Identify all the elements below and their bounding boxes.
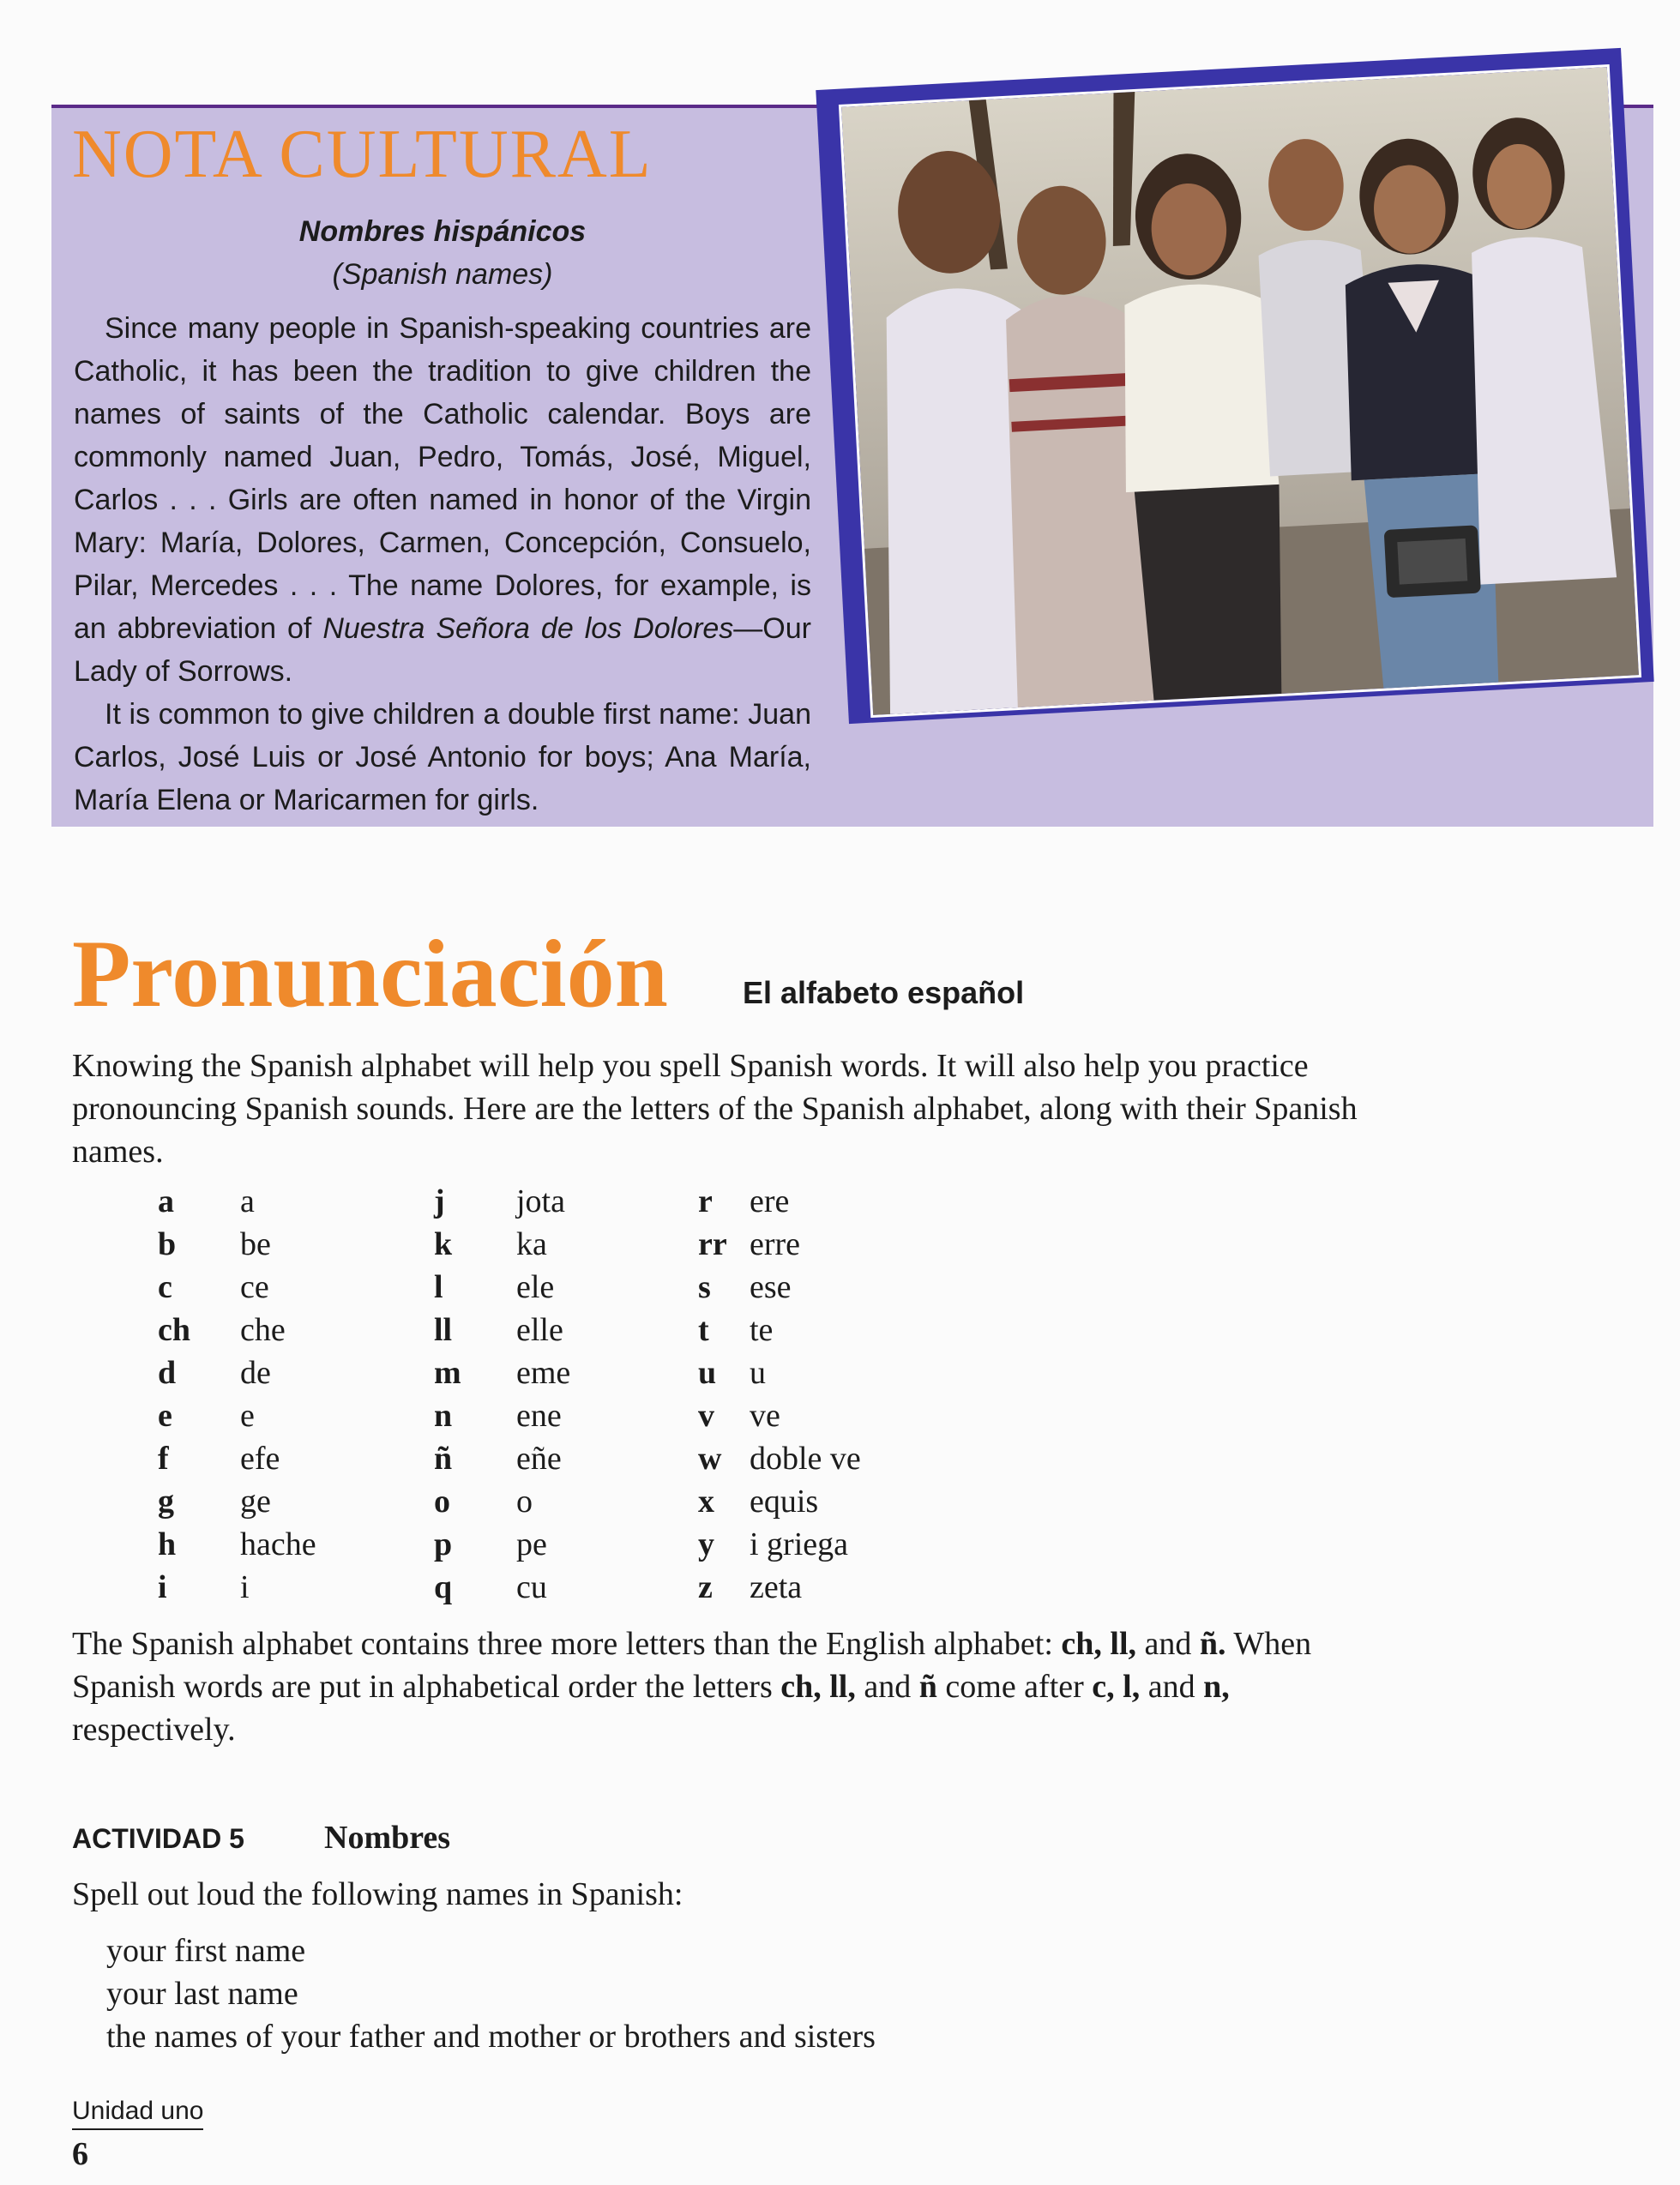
bold-letters: ch, ll, [780,1669,856,1705]
alphabet-letter: c [158,1269,172,1305]
alphabet-row [434,1351,570,1394]
bold-letters: ñ [918,1669,937,1705]
group-photo-icon [839,64,1641,718]
alphabet-letter: n [434,1398,453,1434]
alphabet-column-2 [434,1180,570,1609]
alphabet-letter: q [434,1569,453,1605]
alphabet-row [434,1566,570,1609]
pronunciacion-intro: Knowing the Spanish alphabet will help you spell Spanish words. It will also help you practice pronouncing Spanish sounds. Here are the letters of the Spanish alphabet, along with their Spanish names. [72,1048,1358,1170]
alphabet-row [698,1394,861,1437]
nota-paragraph-1 [74,307,811,693]
alphabet-letter: u [698,1355,717,1391]
alphabet-letter: h [158,1526,177,1562]
alphabet-letter-name: e [240,1398,255,1434]
alphabet-letter-name: che [240,1312,286,1348]
alphabet-letter-name: ese [750,1269,792,1305]
alphabet-letter-name: ce [240,1269,269,1305]
alphabet-letter-name: ka [516,1226,547,1262]
alphabet-letter-name: te [750,1312,774,1348]
alphabet-letter: t [698,1312,709,1348]
alphabet-letter-name: ele [516,1269,555,1305]
alphabet-letter: j [434,1183,445,1219]
alphabet-row [434,1309,570,1351]
nota-cultural-subtitle: Nombres hispánicos [298,215,587,248]
alphabet-letter-name: zeta [750,1569,803,1605]
alphabet-row [434,1266,570,1309]
list-item: the names of your father and mother or brothers and sisters [106,2019,876,2055]
alphabet-letter: l [434,1269,443,1305]
alphabet-row [434,1523,570,1566]
alphabet-row [158,1437,316,1480]
alphabet-letter: z [698,1569,713,1605]
closing-text: and [855,1669,919,1705]
bold-letters: ñ. [1199,1626,1226,1662]
alphabet-letter-name: i griega [750,1526,849,1562]
alphabet-letter-name: i [240,1569,250,1605]
pronunciacion-title: Pronunciación [72,921,668,1027]
alphabet-letter-name: pe [516,1526,547,1562]
page-number: 6 [72,2136,88,2172]
alphabet-letter-name: eme [516,1355,571,1391]
closing-text: When Spanish words are put in alphabetical order the letters [72,1626,1312,1705]
alphabet-column-1 [158,1180,316,1609]
alphabet-letter-name: ge [240,1484,271,1520]
alphabet-letter: m [434,1355,461,1391]
alphabet-letter: k [434,1226,453,1262]
alphabet-letter: r [698,1183,713,1219]
alphabet-row [434,1180,570,1223]
alphabet-letter: w [698,1441,722,1477]
alphabet-letter: a [158,1183,174,1219]
alphabet-row [158,1480,316,1523]
bold-letters: ch, ll, [1061,1626,1137,1662]
alphabet-row [158,1394,316,1437]
alphabet-letter-name: hache [240,1526,316,1562]
nota-paragraph-2: It is common to give children a double first name: Juan Carlos, José Luis or José Antonio for boys; Ana María, María Elena or Maricarmen for girls. [74,698,811,816]
alphabet-row [158,1223,316,1266]
alphabet-letter-name: ene [516,1398,562,1434]
alphabet-letter: d [158,1355,177,1391]
alphabet-row [158,1351,316,1394]
actividad-label: ACTIVIDAD 5 [72,1823,244,1854]
pronunciacion-subtitle: El alfabeto español [743,975,1025,1010]
alphabet-letter-name: o [516,1484,533,1520]
closing-text: come after [936,1669,1093,1705]
closing-text: and [1136,1626,1200,1662]
alphabet-row [434,1437,570,1480]
nota-cultural-title: NOTA CULTURAL [72,117,653,192]
actividad-instruction: Spell out loud the following names in Spanish: [72,1876,683,1912]
alphabet-row [158,1523,316,1566]
alphabet-letter-name: de [240,1355,271,1391]
alphabet-row [158,1566,316,1609]
bold-letters: n, [1203,1669,1230,1705]
nota-p1-italic: Nuestra Señora de los Dolores [322,612,734,645]
alphabet-letter-name: efe [240,1441,280,1477]
actividad-title: Nombres [324,1820,451,1856]
alphabet-letter: v [698,1398,714,1434]
alphabet-letter: i [158,1569,167,1605]
alphabet-row [698,1266,861,1309]
alphabet-letter: y [698,1526,714,1562]
alphabet-letter: x [698,1484,714,1520]
alphabet-letter-name: elle [516,1312,563,1348]
alphabet-letter-name: a [240,1183,255,1219]
alphabet-letter: s [698,1269,711,1305]
alphabet-letter: f [158,1441,169,1477]
actividad-list [106,1929,876,2058]
list-item: your last name [106,1976,298,2012]
bold-letters: c, l, [1092,1669,1141,1705]
alphabet-letter: ñ [434,1441,453,1477]
footer-unit-label: Unidad uno [72,2096,203,2130]
alphabet-row [698,1437,861,1480]
closing-text: The Spanish alphabet contains three more letters than the English alphabet: [72,1626,1062,1662]
alphabet-row [698,1523,861,1566]
alphabet-letter: p [434,1526,453,1562]
alphabet-letter-name: jota [516,1183,565,1219]
alphabet-letter: rr [698,1226,727,1262]
alphabet-column-3 [698,1180,861,1609]
closing-text: respectively. [72,1712,236,1748]
alphabet-letter-name: ve [750,1398,780,1434]
alphabet-letter-name: ere [750,1183,790,1219]
closing-text: and [1140,1669,1204,1705]
alphabet-letter-name: u [750,1355,766,1391]
nota-p1-end: —Our Lady of Sorrows. [74,612,811,688]
nota-cultural-body [74,307,811,822]
alphabet-letter: ch [158,1312,190,1348]
alphabet-row [698,1180,861,1223]
alphabet-row [698,1566,861,1609]
alphabet-letter: ll [434,1312,453,1348]
alphabet-letter-name: erre [750,1226,801,1262]
alphabet-letter: b [158,1226,177,1262]
alphabet-letter: o [434,1484,450,1520]
alphabet-closing-paragraph [72,1622,1393,1751]
alphabet-row [698,1309,861,1351]
alphabet-row [434,1223,570,1266]
alphabet-letter-name: doble ve [750,1441,861,1477]
alphabet-row [158,1266,316,1309]
nota-cultural-subtitle-english: (Spanish names) [332,258,553,291]
alphabet-row [698,1480,861,1523]
alphabet-row [158,1309,316,1351]
alphabet-letter-name: be [240,1226,271,1262]
nota-p1-text: Since many people in Spanish-speaking countries are Catholic, it has been the tradition to give children the names of saints of the Catholic calendar. Boys are commonly named Juan, Pedro, Tomás, José, Miguel, Carlos . . . Girls are often named in honor of the Virgin Mary: María, Dolores, Carmen, Concepción, Consuelo, Pilar, Mercedes . . . The name Dolores, for example, is an abbreviation of [74,312,811,645]
alphabet-letter-name: eñe [516,1441,562,1477]
alphabet-letter-name: equis [750,1484,819,1520]
alphabet-letter: g [158,1484,174,1520]
alphabet-row [434,1480,570,1523]
alphabet-letter: e [158,1398,172,1434]
alphabet-row [158,1180,316,1223]
alphabet-row [698,1223,861,1266]
alphabet-row [698,1351,861,1394]
list-item: your first name [106,1933,306,1969]
alphabet-row [434,1394,570,1437]
alphabet-letter-name: cu [516,1569,547,1605]
